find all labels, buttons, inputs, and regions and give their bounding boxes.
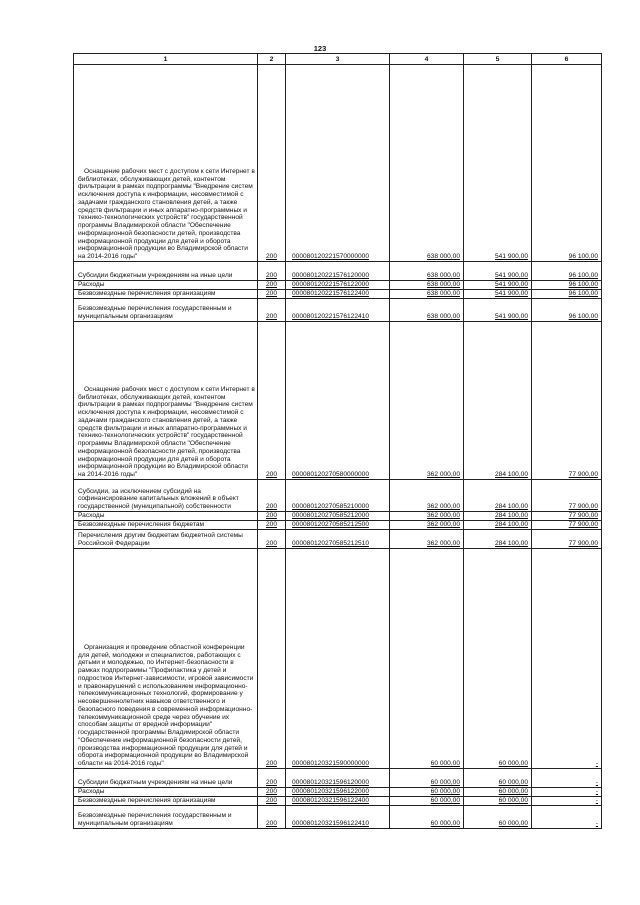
row-classification-code-text: 000080120321596122400 <box>292 797 370 805</box>
row-value-approved-text: 362 000,00 <box>426 540 460 548</box>
row-value-executed-text: 60 000,00 <box>498 788 528 796</box>
row-value-executed-text: 284 100,00 <box>494 471 528 479</box>
row-description-text: Расходы <box>78 788 105 796</box>
row-value-unexecuted <box>532 65 602 262</box>
table-row <box>74 769 602 788</box>
row-line-code <box>258 549 286 769</box>
row-description <box>74 521 258 530</box>
row-value-executed <box>464 530 532 549</box>
row-description-text: Безвозмездные перечисления организациям <box>78 290 216 298</box>
row-value-approved <box>390 806 464 829</box>
row-value-unexecuted-text: 96 100,00 <box>568 281 598 289</box>
row-description-text: Субсидии бюджетным учреждениям на иные цели <box>78 779 233 787</box>
row-value-unexecuted-text: 96 100,00 <box>568 253 598 261</box>
row-line-code <box>258 299 286 322</box>
row-value-approved-text: 638 000,00 <box>426 272 460 280</box>
column-header: 2 <box>258 54 286 65</box>
row-value-executed-text: 541 900,00 <box>494 272 528 280</box>
row-value-approved <box>390 290 464 299</box>
row-line-code-text: 200 <box>265 272 277 280</box>
row-value-unexecuted-text: 77 900,00 <box>568 512 598 520</box>
row-value-unexecuted <box>532 797 602 806</box>
row-classification-code-text: 000080120270580000000 <box>292 471 370 479</box>
row-line-code-text: 200 <box>265 253 277 261</box>
row-value-executed-text: 541 900,00 <box>494 290 528 298</box>
row-value-approved <box>390 480 464 512</box>
row-line-code <box>258 788 286 797</box>
row-classification-code <box>286 769 390 788</box>
row-description <box>74 281 258 290</box>
row-classification-code <box>286 806 390 829</box>
table-row <box>74 549 602 769</box>
row-value-executed-text: 284 100,00 <box>494 540 528 548</box>
row-value-executed <box>464 806 532 829</box>
row-classification-code-text: 000080120270585212000 <box>292 512 370 520</box>
row-description <box>74 806 258 829</box>
row-value-unexecuted-text: 96 100,00 <box>568 313 598 321</box>
row-value-unexecuted-text: - <box>595 797 598 805</box>
row-value-approved <box>390 788 464 797</box>
row-value-unexecuted-text: - <box>595 779 598 787</box>
row-value-unexecuted-text: 96 100,00 <box>568 290 598 298</box>
row-value-executed-text: 60 000,00 <box>498 779 528 787</box>
row-description <box>74 769 258 788</box>
row-classification-code-text: 000080120221570000000 <box>292 253 370 261</box>
row-value-approved-text: 60 000,00 <box>430 820 460 828</box>
row-value-approved-text: 638 000,00 <box>426 313 460 321</box>
row-value-unexecuted <box>532 530 602 549</box>
row-value-executed <box>464 512 532 521</box>
table-row <box>74 530 602 549</box>
budget-table <box>73 53 602 829</box>
row-description <box>74 549 258 769</box>
row-value-approved-text: 60 000,00 <box>430 760 460 768</box>
row-value-unexecuted-text: - <box>595 788 598 796</box>
row-value-executed-text: 60 000,00 <box>498 797 528 805</box>
row-value-executed <box>464 480 532 512</box>
row-classification-code <box>286 262 390 281</box>
row-value-approved-text: 362 000,00 <box>426 512 460 520</box>
table-row <box>74 299 602 322</box>
row-classification-code-text: 000080120321596120000 <box>292 779 370 787</box>
row-value-unexecuted <box>532 262 602 281</box>
row-classification-code <box>286 290 390 299</box>
row-value-executed <box>464 769 532 788</box>
row-value-approved <box>390 65 464 262</box>
row-value-approved <box>390 530 464 549</box>
row-classification-code <box>286 797 390 806</box>
row-value-unexecuted <box>532 290 602 299</box>
row-value-executed-text: 284 100,00 <box>494 503 528 511</box>
row-description <box>74 262 258 281</box>
row-line-code <box>258 521 286 530</box>
row-classification-code-text: 000080120270585212500 <box>292 521 370 529</box>
row-value-executed <box>464 65 532 262</box>
row-value-approved-text: 362 000,00 <box>426 521 460 529</box>
row-value-unexecuted <box>532 521 602 530</box>
row-line-code <box>258 806 286 829</box>
row-classification-code <box>286 480 390 512</box>
row-line-code-text: 200 <box>265 281 277 289</box>
row-classification-code <box>286 65 390 262</box>
row-classification-code <box>286 512 390 521</box>
row-value-unexecuted-text: - <box>595 820 598 828</box>
row-description <box>74 797 258 806</box>
row-value-approved <box>390 322 464 480</box>
row-value-executed-text: 541 900,00 <box>494 281 528 289</box>
table-row <box>74 521 602 530</box>
row-line-code <box>258 262 286 281</box>
row-description-text: Оснащение рабочих мест с доступом к сети Интернет в библиотеках, обслуживающих детей, контентом фильтрации в рамках подпрограммы "Внедрение систем исключения доступа к информации, несовместимой с задачами гражданского становления детей, а также средств фильтрации и иных аппаратно-программных и технико-технологических устройств" государственной программы Владимирской области "Обеспечение информационной безопасности детей, производства информационной продукции для детей и оборота информационной продукции во Владимирской области на 2014-2016 годы" <box>78 385 255 479</box>
row-value-approved-text: 638 000,00 <box>426 290 460 298</box>
column-header: 6 <box>532 54 602 65</box>
row-classification-code <box>286 299 390 322</box>
row-value-executed-text: 60 000,00 <box>498 760 528 768</box>
row-value-approved-text: 638 000,00 <box>426 281 460 289</box>
row-description <box>74 788 258 797</box>
row-value-unexecuted-text: 96 100,00 <box>568 272 598 280</box>
table-row <box>74 480 602 512</box>
row-description-text: Расходы <box>78 512 105 520</box>
row-value-unexecuted-text: - <box>595 760 598 768</box>
row-value-approved-text: 638 000,00 <box>426 253 460 261</box>
row-value-executed-text: 284 100,00 <box>494 521 528 529</box>
row-line-code <box>258 65 286 262</box>
row-description-text: Субсидии бюджетным учреждениям на иные цели <box>78 272 233 280</box>
row-value-unexecuted <box>532 281 602 290</box>
row-classification-code <box>286 281 390 290</box>
row-value-unexecuted <box>532 806 602 829</box>
row-description-text: Безвозмездные перечисления бюджетам <box>78 521 205 529</box>
row-value-approved <box>390 281 464 290</box>
row-value-unexecuted-text: 77 900,00 <box>568 521 598 529</box>
row-value-approved-text: 60 000,00 <box>430 797 460 805</box>
row-description-text: Оснащение рабочих мест с доступом к сети Интернет в библиотеках, обслуживающих детей, контентом фильтрации в рамках подпрограммы "Внедрение систем исключения доступа к информации, несовместимой с задачами гражданского становления детей, а также средств фильтрации и иных аппаратно-программных и технико-технологических устройств" государственной программы Владимирской области "Обеспечение информационной безопасности детей, производства информационной продукции для детей и оборота информационной продукции во Владимирской области на 2014-2016 годы" <box>78 167 255 261</box>
row-value-executed <box>464 549 532 769</box>
row-classification-code-text: 000080120321596122000 <box>292 788 370 796</box>
row-line-code-text: 200 <box>265 471 277 479</box>
row-line-code-text: 200 <box>265 820 277 828</box>
row-line-code <box>258 512 286 521</box>
row-value-approved <box>390 769 464 788</box>
row-value-approved <box>390 797 464 806</box>
row-value-unexecuted-text: 77 900,00 <box>568 540 598 548</box>
row-classification-code <box>286 549 390 769</box>
column-header: 1 <box>74 54 258 65</box>
row-value-unexecuted-text: 77 900,00 <box>568 471 598 479</box>
row-value-executed-text: 541 900,00 <box>494 253 528 261</box>
row-classification-code-text: 000080120270585210000 <box>292 503 370 511</box>
row-line-code-text: 200 <box>265 797 277 805</box>
header-row <box>74 54 602 65</box>
row-value-executed <box>464 290 532 299</box>
row-value-unexecuted <box>532 788 602 797</box>
row-value-executed <box>464 281 532 290</box>
row-value-approved-text: 362 000,00 <box>426 503 460 511</box>
row-value-approved <box>390 512 464 521</box>
table-row <box>74 512 602 521</box>
row-classification-code-text: 000080120321596122410 <box>292 820 370 828</box>
row-description-text: Безвозмездные перечисления государственным и муниципальным организациям <box>78 305 232 321</box>
row-description <box>74 512 258 521</box>
row-value-executed <box>464 788 532 797</box>
row-description <box>74 65 258 262</box>
row-value-executed <box>464 521 532 530</box>
row-value-executed <box>464 322 532 480</box>
row-description-text: Расходы <box>78 281 105 289</box>
row-line-code-text: 200 <box>265 788 277 796</box>
row-description-text: Организация и проведение областной конференции для детей, молодежи и специалистов, работающих с детьми и молодежью, по Интернет-безопасности в рамках подпрограммы "Профилактика у детей и подростков Интернет-зависимости, игровой зависимости и правонарушений с использованием информационно-телекоммуникационных технологий, формирование у несовершеннолетних навыков ответственного и безопасного поведения в современной информационно-телекоммуникационной среде через обучение их способам защиты от вредной информации" государственной программы Владимирской области "Обеспечение информационной безопасности детей, производства информационной продукции для детей и оборота информационной продукции во Владимирской области на 2014-2016 годы" <box>78 643 254 768</box>
row-line-code <box>258 281 286 290</box>
row-description-text: Перечисления другим бюджетам бюджетной системы Российской Федерации <box>78 532 243 548</box>
row-value-executed <box>464 797 532 806</box>
row-description-text: Субсидии, за исключением субсидий на софинансирование капитальных вложений в объект государственной (муниципальной) собственности <box>78 487 239 511</box>
row-description <box>74 299 258 322</box>
row-classification-code <box>286 788 390 797</box>
row-line-code <box>258 797 286 806</box>
column-header: 5 <box>464 54 532 65</box>
row-line-code-text: 200 <box>265 540 277 548</box>
row-line-code-text: 200 <box>265 290 277 298</box>
column-header: 3 <box>286 54 390 65</box>
row-value-unexecuted <box>532 299 602 322</box>
row-value-unexecuted <box>532 480 602 512</box>
row-value-executed <box>464 299 532 322</box>
row-line-code-text: 200 <box>265 512 277 520</box>
table-row <box>74 806 602 829</box>
row-classification-code <box>286 530 390 549</box>
row-value-approved <box>390 521 464 530</box>
table-row <box>74 797 602 806</box>
table-row <box>74 65 602 262</box>
row-value-approved-text: 60 000,00 <box>430 779 460 787</box>
row-value-executed-text: 60 000,00 <box>498 820 528 828</box>
row-classification-code <box>286 322 390 480</box>
row-classification-code-text: 000080120221576122410 <box>292 313 370 321</box>
row-value-approved <box>390 299 464 322</box>
row-line-code <box>258 480 286 512</box>
row-line-code <box>258 769 286 788</box>
row-value-approved-text: 60 000,00 <box>430 788 460 796</box>
page-number: 123 <box>313 44 327 53</box>
row-classification-code-text: 000080120221576122400 <box>292 290 370 298</box>
row-line-code-text: 200 <box>265 779 277 787</box>
row-line-code <box>258 322 286 480</box>
table-row <box>74 788 602 797</box>
row-line-code-text: 200 <box>265 313 277 321</box>
row-value-approved-text: 362 000,00 <box>426 471 460 479</box>
row-classification-code-text: 000080120270585212510 <box>292 540 370 548</box>
row-description-text: Безвозмездные перечисления государственным и муниципальным организациям <box>78 812 232 828</box>
table-row <box>74 281 602 290</box>
row-value-unexecuted-text: 77 900,00 <box>568 503 598 511</box>
row-line-code-text: 200 <box>265 521 277 529</box>
row-line-code <box>258 530 286 549</box>
row-description <box>74 480 258 512</box>
table-row <box>74 262 602 281</box>
row-value-executed-text: 541 900,00 <box>494 313 528 321</box>
row-line-code-text: 200 <box>265 760 277 768</box>
row-value-unexecuted <box>532 512 602 521</box>
row-classification-code <box>286 521 390 530</box>
table-row <box>74 322 602 480</box>
table-row <box>74 290 602 299</box>
row-description-text: Безвозмездные перечисления организациям <box>78 797 216 805</box>
row-description <box>74 322 258 480</box>
row-description <box>74 290 258 299</box>
row-description <box>74 530 258 549</box>
row-value-unexecuted <box>532 549 602 769</box>
row-classification-code-text: 000080120221576120000 <box>292 272 370 280</box>
row-classification-code-text: 000080120221576122000 <box>292 281 370 289</box>
row-value-approved <box>390 262 464 281</box>
column-header: 4 <box>390 54 464 65</box>
row-classification-code-text: 000080120321590000000 <box>292 760 370 768</box>
row-value-approved <box>390 549 464 769</box>
row-line-code-text: 200 <box>265 503 277 511</box>
row-line-code <box>258 290 286 299</box>
row-value-unexecuted <box>532 322 602 480</box>
row-value-executed <box>464 262 532 281</box>
row-value-executed-text: 284 100,00 <box>494 512 528 520</box>
row-value-unexecuted <box>532 769 602 788</box>
